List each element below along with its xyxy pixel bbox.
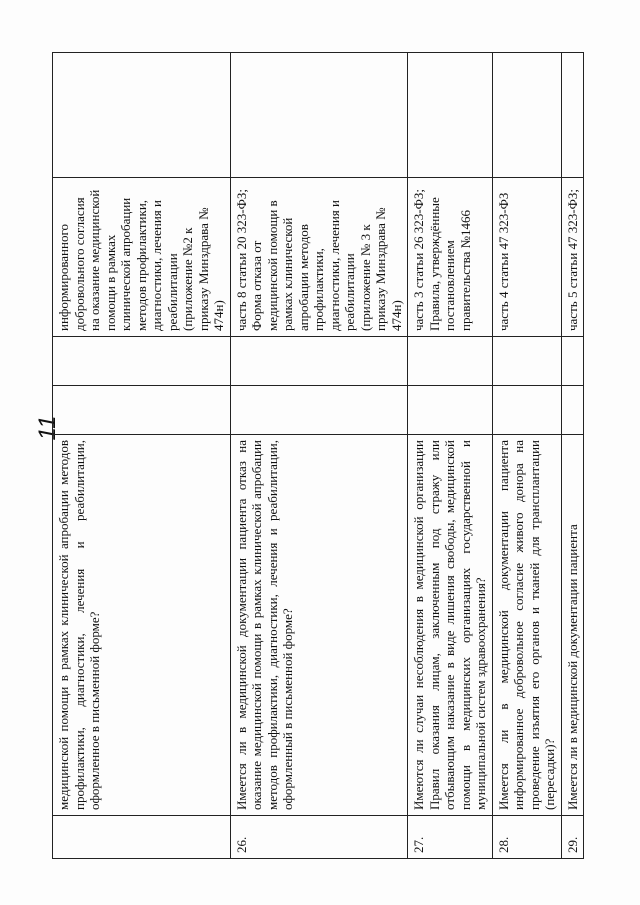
table-stage xyxy=(52,52,580,859)
reference-cell: часть 8 статьи 20 323-ФЗ; Форма отказа от медицинской помощи в рамках клинической апробации методов профилактики, диагностики, лечения и реабилитации (приложение № 3 к приказу Минздрава № 474н) xyxy=(230,178,408,337)
question-cell: Имеется ли в медицинской документации пациента xyxy=(561,435,584,816)
table-row xyxy=(561,53,584,859)
row-number: 29. xyxy=(561,816,584,859)
empty-cell xyxy=(492,386,561,435)
empty-cell xyxy=(230,386,408,435)
empty-cell xyxy=(53,337,231,386)
row-number: 28. xyxy=(492,816,561,859)
table-row xyxy=(408,53,493,859)
table-row xyxy=(53,53,231,859)
question-cell: Имеется ли в медицинской документации пациента информированное добровольное согласие живого донора на проведение изъятия его органов и тканей для трансплантации (пересадки)? xyxy=(492,435,561,816)
empty-cell xyxy=(230,53,408,178)
requirements-table xyxy=(52,52,584,859)
empty-cell xyxy=(492,337,561,386)
reference-cell: часть 4 статьи 47 323-ФЗ xyxy=(492,178,561,337)
empty-cell xyxy=(53,53,231,178)
question-cell: Имеется ли в медицинской документации пациента отказ на оказание медицинской помощи в рамках клинической апробации методов профилактики, диагностики, лечения и реабилитации, оформленный в письменной форме? xyxy=(230,435,408,816)
empty-cell xyxy=(230,337,408,386)
row-number: 27. xyxy=(408,816,493,859)
empty-cell xyxy=(561,386,584,435)
empty-cell xyxy=(408,386,493,435)
row-number xyxy=(53,816,231,859)
empty-cell xyxy=(561,337,584,386)
empty-cell xyxy=(408,53,493,178)
empty-cell xyxy=(53,386,231,435)
table-row xyxy=(492,53,561,859)
rotated-table-wrapper xyxy=(52,52,580,859)
reference-cell: часть 3 статьи 26 323-ФЗ; Правила, утверждённые постановлением правительства №1466 xyxy=(408,178,493,337)
empty-cell xyxy=(408,337,493,386)
page-number: 11 xyxy=(34,415,61,441)
row-number: 26. xyxy=(230,816,408,859)
empty-cell xyxy=(492,53,561,178)
reference-cell: часть 5 статьи 47 323-ФЗ; xyxy=(561,178,584,337)
question-cell: медицинской помощи в рамках клинической апробации методов профилактики, диагностики, лечения и реабилитации, оформленное в письменной форме? xyxy=(53,435,231,816)
reference-cell: информированного добровольного согласия на оказание медицинской помощи в рамках клинической апробации методов профилактики, диагностики, лечения и реабилитации (приложение №2 к приказу Минздрава № 474н) xyxy=(53,178,231,337)
empty-cell xyxy=(561,53,584,178)
question-cell: Имеются ли случаи несоблюдения в медицинской организации Правил оказания лицам, заключенным под стражу или отбывающим наказание в виде лишения свободы, медицинской помощи в медицинских организациях государственной и муниципальной систем здравоохранения? xyxy=(408,435,493,816)
table-row xyxy=(230,53,408,859)
